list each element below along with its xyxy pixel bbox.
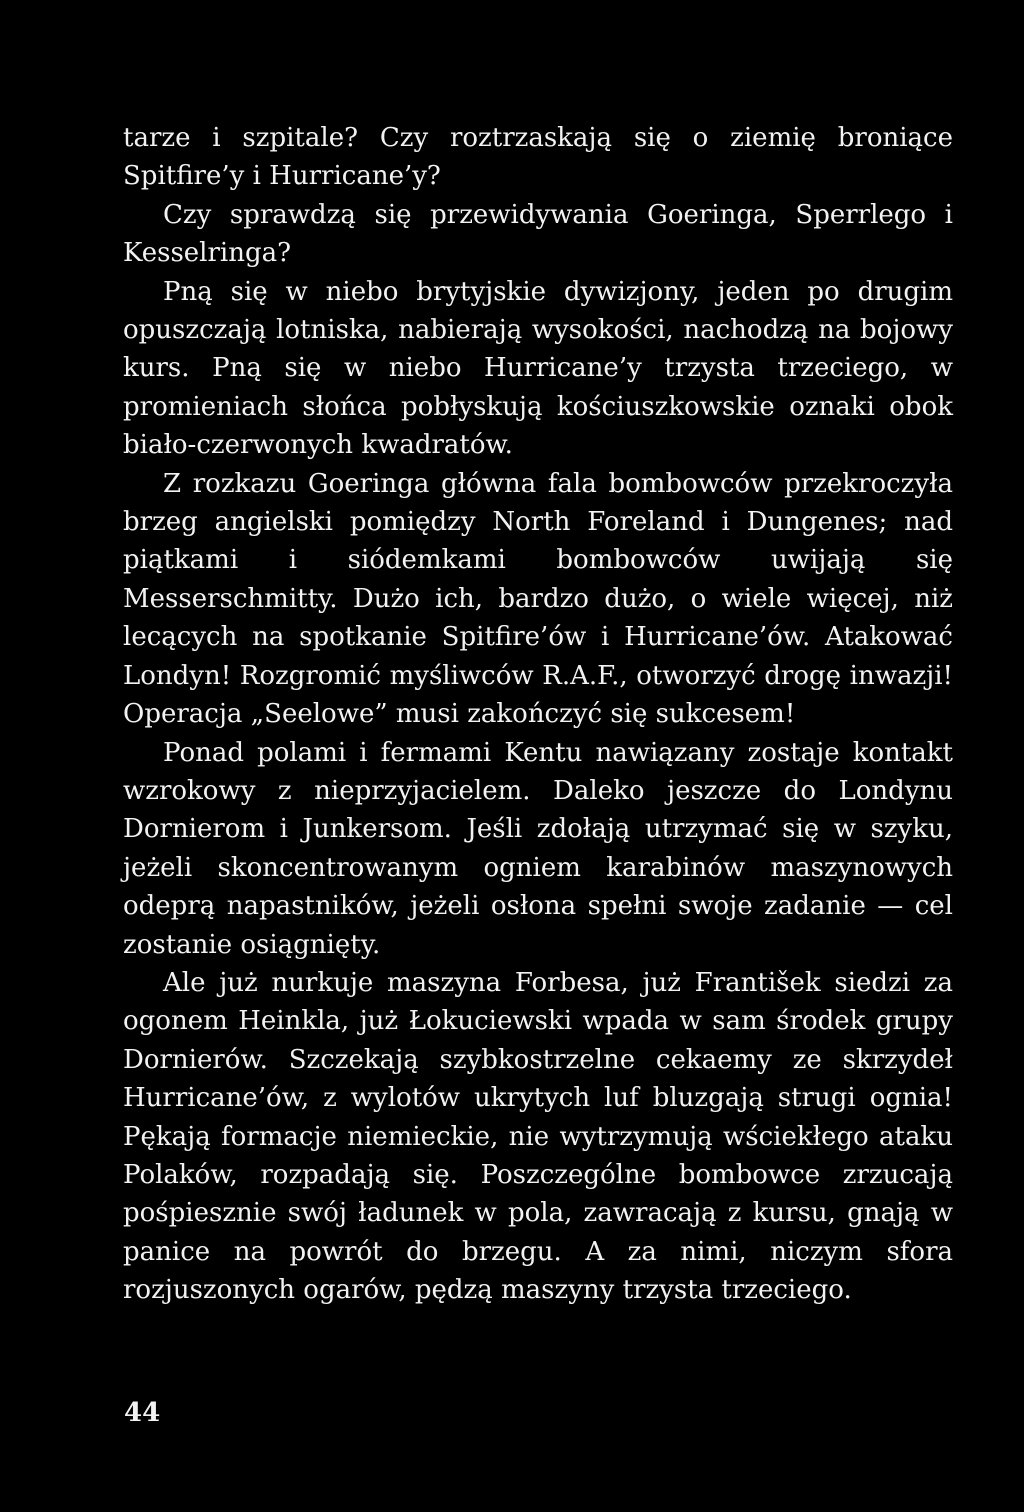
paragraph-1: tarze i szpitale? Czy roztrzaskają się o ziemię broniące Spitfire’y i Hurricane’y?: [123, 123, 953, 192]
paragraph-4: Z rozkazu Goeringa główna fala bombowców przekroczyła brzeg angielski pomiędzy North Foreland i Dungenes; nad piątkami i siódemkami bombowców uwijają się Messerschmitty. Dużo ich, bardzo dużo, o wiele więcej, niż lecących na spotkanie Spitfire’ów i Hurricane’ów. Atakować Londyn! Rozgromić myśliwców R.A.F., otworzyć drogę inwazji! Operacja „Seelowe” musi zakończyć się sukcesem!: [123, 468, 953, 730]
paragraph-5: Ponad polami i fermami Kentu nawiązany zostaje kontakt wzrokowy z nieprzyjacielem. Daleko jeszcze do Londynu Dornierom i Junkersom. Jeśli zdołają utrzymać się w szyku, jeżeli skoncentrowanym ogniem karabinów maszynowych odeprą napastników, jeżeli osłona spełni swoje zadanie — cel zostanie osiągnięty.: [123, 737, 953, 960]
body-text: [123, 119, 953, 1310]
page-number: 44: [124, 1398, 161, 1428]
paragraph-2: Czy sprawdzą się przewidywania Goeringa, Sperrlego i Kesselringa?: [123, 199, 953, 269]
paragraph-3: Pną się w niebo brytyjskie dywizjony, jeden po drugim opuszczają lotniska, nabierają wysokości, nachodzą na bojowy kurs. Pną się w niebo Hurricane’y trzysta trzeciego, w promieniach słońca pobłyskują kościuszkowskie oznaki obok biało-czerwonych kwadratów.: [123, 276, 953, 461]
paragraph-6: Ale już nurkuje maszyna Forbesa, już František siedzi za ogonem Heinkla, już Łokuciewski wpada w sam środek grupy Dornierów. Szczekają szybkostrzelne cekaemy ze skrzydeł Hurricane’ów, z wylotów ukrytych luf bluzgają strugi ognia! Pękają formacje niemieckie, nie wytrzymują wściekłego ataku Polaków, rozpadają się. Poszczególne bombowce zrzucają pośpiesznie swój ładunek w pola, zawracają z kursu, gnają w panice na powrót do brzegu. A za nimi, niczym sfora rozjuszonych ogarów, pędzą maszyny trzysta trzeciego.: [123, 967, 953, 1306]
